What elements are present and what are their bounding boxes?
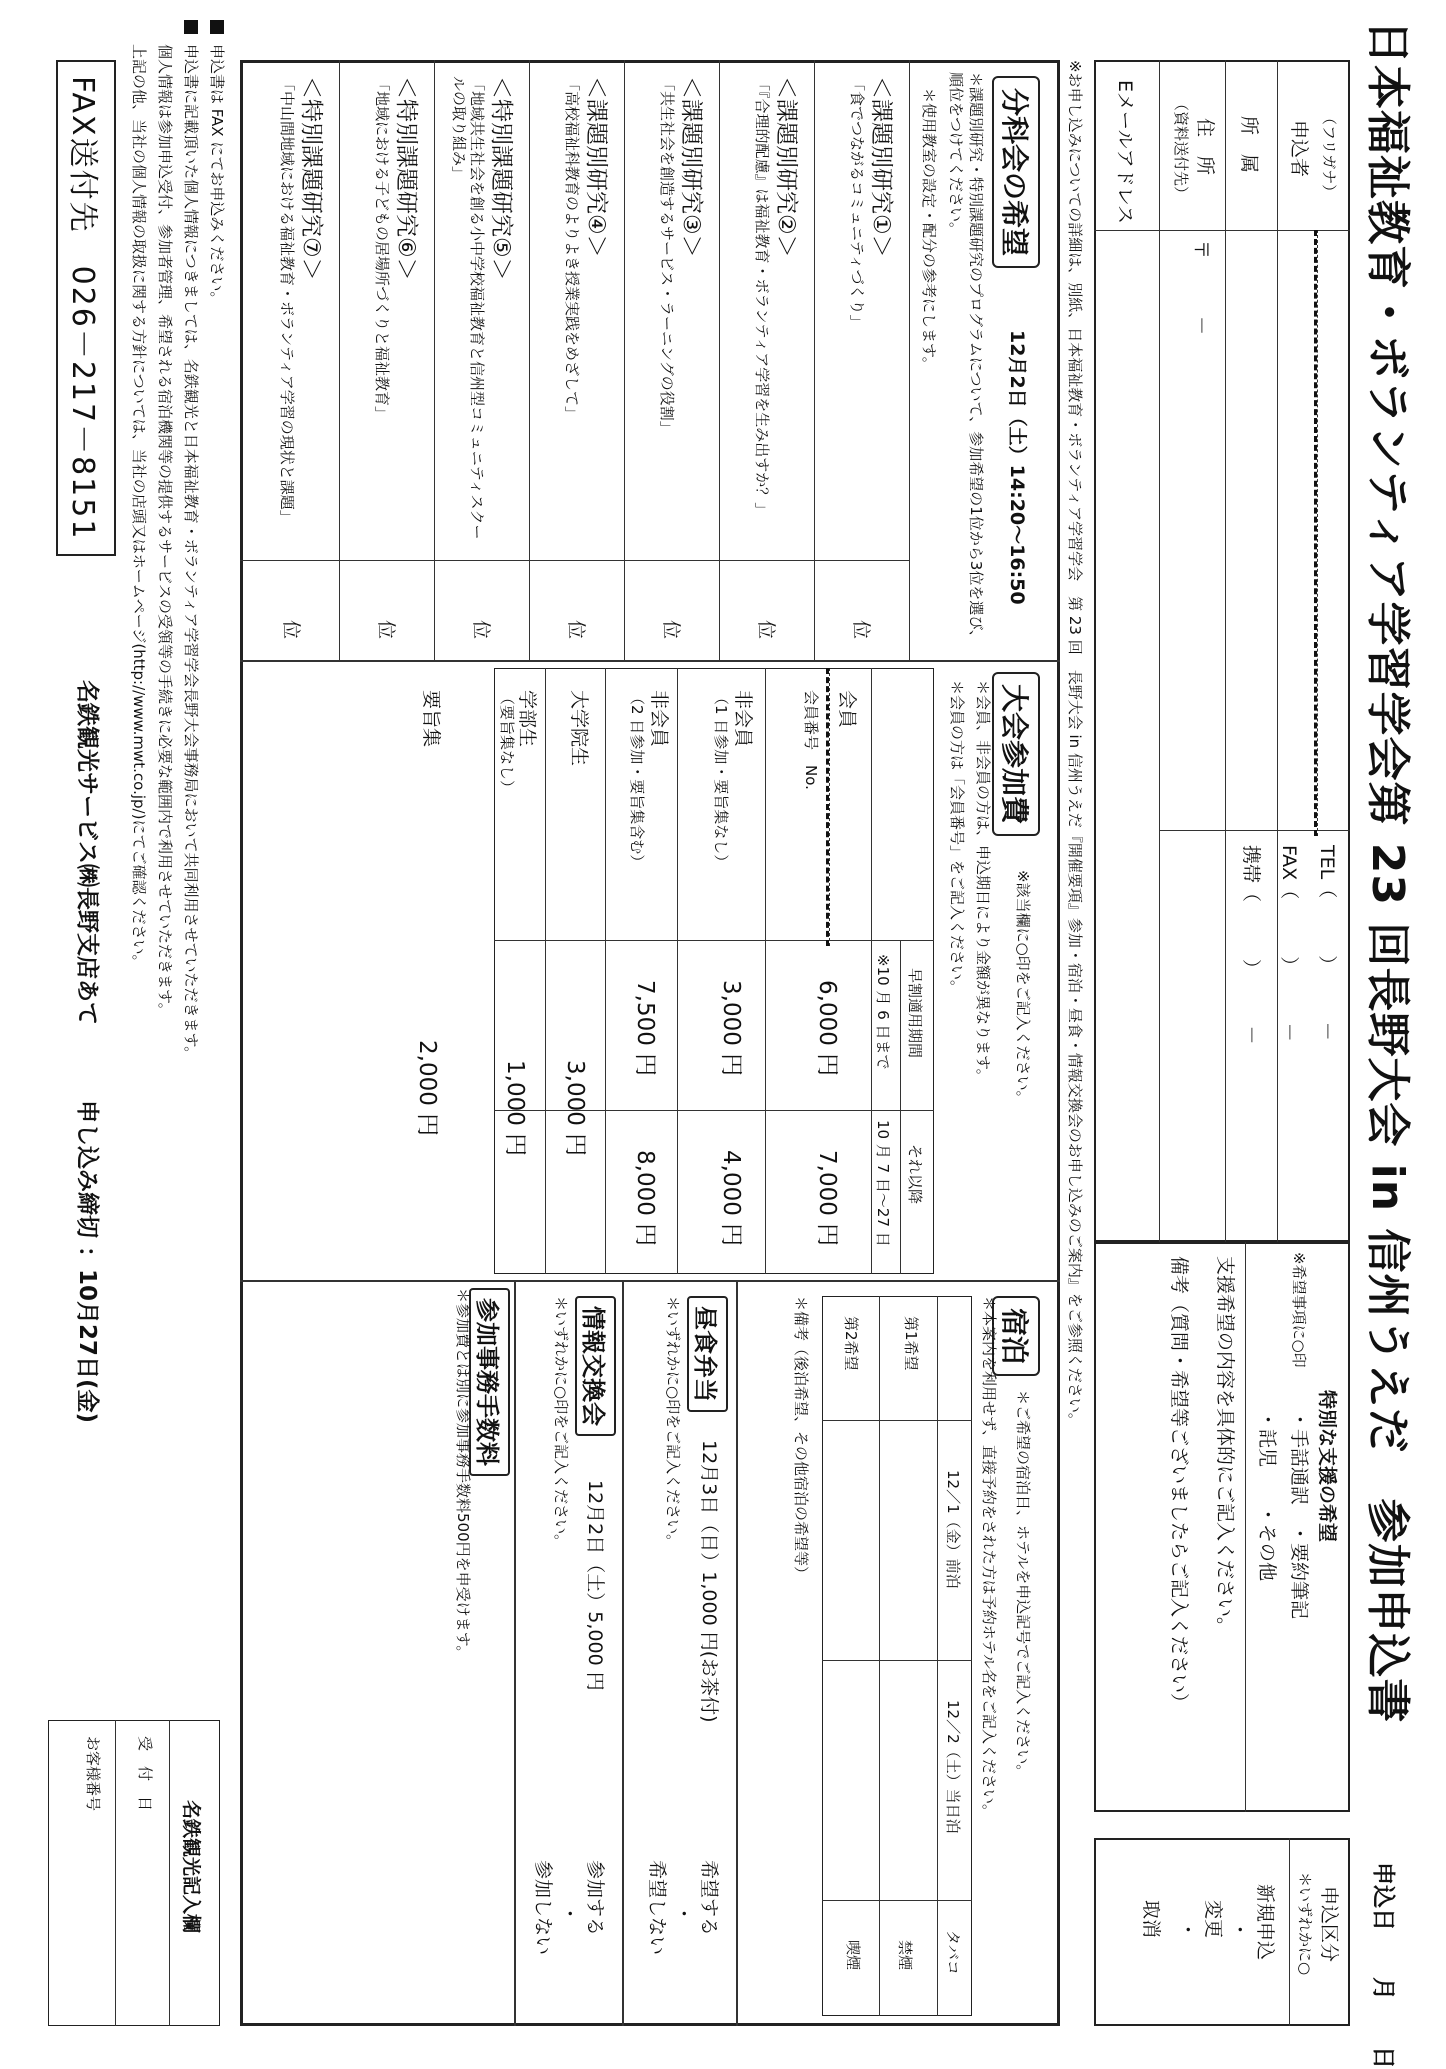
fee-late-period: 10 月 7 日～27 日 xyxy=(874,1120,892,1247)
category-cancel[interactable]: 取消 xyxy=(1140,1900,1162,1939)
applicant-name-label: 申込者 xyxy=(1288,120,1310,178)
office-title: 名鉄観光記入欄 xyxy=(180,1800,202,1934)
applicant-info-box xyxy=(1094,60,1350,1242)
category-dot-1: ・ xyxy=(1228,1920,1250,1940)
fee-nonmember2-label: 非会員 xyxy=(648,690,670,748)
fax-field[interactable]: FAX（ ） － xyxy=(1278,845,1300,1042)
session-subtitle: 「『合理的配慮』は福祉教育・ボランティア学習を生み出すか？」 xyxy=(753,76,771,518)
lodging-note: ＊ご希望の宿泊日、ホテルを申込記号でご記入ください。 xyxy=(1014,1390,1032,1780)
session-rank-field[interactable]: 位 xyxy=(755,620,777,640)
fee-member-number[interactable]: 会員番号 No. xyxy=(802,690,820,790)
fee-grad[interactable]: 3,000 円 xyxy=(562,1060,588,1157)
fee-abstract[interactable]: 2,000 円 xyxy=(414,1040,440,1137)
category-change[interactable]: 変更 xyxy=(1202,1900,1224,1939)
exchange-yes[interactable]: 参加する xyxy=(584,1860,606,1937)
affiliation-label: 所 属 xyxy=(1238,116,1260,174)
session-rank-field[interactable]: 位 xyxy=(470,620,492,640)
fee-early-period: ※10 月 6 日まで xyxy=(874,954,892,1070)
fee-nonmember1-sub: （1 日参加・要旨集なし） xyxy=(712,690,730,870)
support-title: 特別な支援の希望 xyxy=(1316,1390,1338,1543)
support-options-row2[interactable]: ・託児 ・その他 xyxy=(1256,1410,1278,1582)
fees-note-0: ※該当欄に○印をご記入ください。 xyxy=(1014,870,1032,1106)
fee-non1-late[interactable]: 4,000 円 xyxy=(718,1150,744,1247)
footer-line-3: 個人情報は参加申込受付、参加者管理、希望される宿泊機関等の提供するサービスの受領等の手続きに必要な範囲内で利用させていただきます。 xyxy=(156,44,174,1018)
lodging-night-2: 12／2（土）当日泊 xyxy=(944,1700,962,1834)
lunch-no[interactable]: 希望しない xyxy=(646,1860,668,1956)
session-rank-field[interactable]: 位 xyxy=(660,620,682,640)
footer-line-2: 申込書に記載頂いた個人情報につきましては、名鉄観光と日本福祉教育・ボランティア学習学会長野大会事務局において共同利用させていただきます。 xyxy=(182,44,200,1062)
category-dot-2: ・ xyxy=(1176,1920,1198,1940)
session-name: ＜特別課題研究⑦＞ xyxy=(298,76,324,281)
lunch-title: 昼食弁当 xyxy=(687,1296,728,1412)
lunch-dot: ・ xyxy=(672,1904,694,1924)
exchange-no[interactable]: 参加しない xyxy=(532,1860,554,1956)
handling-fee-note: ＊参加費とは別に参加事務手数料500円を申受けます。 xyxy=(454,1288,472,1661)
mobile-field[interactable]: 携帯（ ） － xyxy=(1240,845,1262,1045)
address-label: 住 所 xyxy=(1194,118,1216,176)
support-detail: 支援希望の内容を具体的にご記入ください。 xyxy=(1214,1256,1236,1637)
lodging-night-1: 12／1（金）前泊 xyxy=(944,1470,962,1589)
fee-nonmember1-label: 非会員 xyxy=(732,690,754,748)
sessions-note-1: ＊課題別研究・特別課題研究のプログラムについて、参加希望の1位から3位を選び、順位をつけてください。 xyxy=(947,72,985,645)
session-name: ＜特別課題研究⑤＞ xyxy=(488,76,514,281)
fee-non2-early[interactable]: 7,500 円 xyxy=(632,980,658,1077)
session-subtitle: 「地域共生社会を創る小中学校福祉教育と信州型コミュニティスクールの取り組み」 xyxy=(450,76,486,540)
fee-undergrad[interactable]: 1,000 円 xyxy=(502,1060,528,1157)
fees-note-1: ＊会員、非会員の方は、申込期日により金額が異なります。 xyxy=(974,680,992,1084)
session-rank-field[interactable]: 位 xyxy=(850,620,872,640)
agency-name: 名鉄観光サービス㈱長野支店あて xyxy=(74,680,100,1025)
footer-line-4: 上記の他、当社の個人情報の取扱に関する方針については、当社の店頭又はホームページ(http://www.mwt.co.jp/)にてご確認ください。 xyxy=(130,44,148,970)
application-date: 申込日 月 日 xyxy=(1370,1862,1396,2069)
session-rank-field[interactable]: 位 xyxy=(375,620,397,640)
sessions-note-2: ＊使用教室の設定・配分の参考にします。 xyxy=(920,88,938,372)
lodging-tobacco: タバコ xyxy=(944,1930,962,1975)
lodging-smoking[interactable]: 喫煙 xyxy=(844,1940,862,1971)
general-notice: ※お申し込みについての詳細は、別紙、日本福祉教育・ボランティア学習学会 第 23 回 長野大会 in 信州うえだ『開催要項』参加・宿泊・昼食・情報交換会のお申し込みのご案内』をご参照ください。 xyxy=(1066,60,1084,1428)
bullet-icon xyxy=(210,20,224,34)
fees-title: 大会参加費 xyxy=(992,672,1040,836)
session-subtitle: 「地域における子どもの居場所づくりと福祉教育」 xyxy=(373,76,391,422)
session-name: ＜課題別研究①＞ xyxy=(868,76,894,258)
fee-undergrad-sub: （要旨集なし） xyxy=(498,690,516,796)
lodging-note-2: ＊本案内を利用せず、直接予約をされた方は予約ホテル名をご記入ください。 xyxy=(980,1296,998,1820)
category-new[interactable]: 新規申込 xyxy=(1254,1884,1276,1961)
lodging-choice-2: 第2希望 xyxy=(842,1316,860,1371)
support-remarks: 備考（質問・希望等ございましたらご記入ください） xyxy=(1168,1256,1190,1713)
fee-grad-label: 大学院生 xyxy=(568,690,590,767)
session-subtitle: 「食でつながるコミュニティづくり」 xyxy=(848,76,866,330)
session-subtitle: 「共生社会を創造するサービス・ラーニングの役割」 xyxy=(658,76,676,436)
category-label: 申込区分 xyxy=(1318,1886,1340,1963)
bullet-icon xyxy=(184,20,198,34)
form-title: 日本福祉教育・ボランティア学習学会第 23 回長野大会 in 信州うえだ 参加申込書 xyxy=(1362,20,1413,1724)
exchange-note: ＊いずれかに○印をご記入ください。 xyxy=(552,1296,570,1550)
lodging-choice-1: 第1希望 xyxy=(902,1316,920,1371)
sessions-title: 分科会の希望 xyxy=(992,76,1040,268)
session-name: ＜課題別研究④＞ xyxy=(583,76,609,258)
fee-non2-late[interactable]: 8,000 円 xyxy=(632,1150,658,1247)
support-options-note: ※希望事項に○印 xyxy=(1290,1252,1308,1368)
lunch-note: ＊いずれかに○印をご記入ください。 xyxy=(664,1296,682,1550)
lunch-datetime: 12月3日（日）1,000 円(お茶付) xyxy=(698,1440,720,1723)
session-name: ＜課題別研究②＞ xyxy=(773,76,799,258)
postal-code-field[interactable]: 〒 － xyxy=(1190,240,1212,336)
session-rank-field[interactable]: 位 xyxy=(280,620,302,640)
fees-note-2: ＊会員の方は「会員番号」をご記入ください。 xyxy=(948,680,966,996)
office-received: 受 付 日 xyxy=(136,1736,154,1812)
fee-late-label: それ以降 xyxy=(906,1144,924,1205)
category-note: ＊いずれかに○ xyxy=(1296,1872,1314,1976)
footer-line-1: 申込書は FAX にてお申込みください。 xyxy=(208,44,226,307)
lodging-table xyxy=(822,1296,972,2016)
email-label: Eメールアドレス xyxy=(1114,80,1136,225)
session-name: ＜課題別研究③＞ xyxy=(678,76,704,258)
lodging-title: 宿泊 xyxy=(992,1296,1040,1376)
fee-non1-early[interactable]: 3,000 円 xyxy=(718,980,744,1077)
fee-undergrad-label: 学部生 xyxy=(516,690,538,748)
address-sub-label: （資料送付先） xyxy=(1172,96,1190,202)
furigana-label: （フリガナ） xyxy=(1320,110,1338,200)
deadline: 申し込み締切 ：10月27日(金) xyxy=(74,1100,100,1424)
fax-number: FAX送付先 026－217－8151 xyxy=(56,60,116,556)
tel-field[interactable]: TEL（ ） － xyxy=(1316,845,1338,1041)
fee-nonmember2-sub: （2 日参加・要旨集含む） xyxy=(628,690,646,870)
session-subtitle: 「中山間地域における福祉教育・ボランティア学習の現状と課題」 xyxy=(278,76,296,525)
exchange-dot: ・ xyxy=(558,1904,580,1924)
session-subtitle: 「高校福祉科教育のよりよき授業実践をめざして」 xyxy=(563,76,581,422)
exchange-title: 情報交換会 xyxy=(575,1296,616,1436)
fee-member-late[interactable]: 7,000 円 xyxy=(814,1150,840,1247)
lunch-yes[interactable]: 希望する xyxy=(698,1860,720,1937)
handling-fee-title: 参加事務手数料 xyxy=(469,1288,510,1476)
office-customer-no: お客様番号 xyxy=(84,1736,102,1812)
session-rank-field[interactable]: 位 xyxy=(565,620,587,640)
sessions-datetime: 12月2日（土）14:20～16:50 xyxy=(1006,330,1028,605)
fee-abstract-label: 要旨集 xyxy=(420,690,442,748)
session-name: ＜特別課題研究⑥＞ xyxy=(393,76,419,281)
fee-member-label: 会員 xyxy=(836,690,858,729)
fee-early-label: 早割適用期間 xyxy=(906,968,924,1059)
lodging-nonsmoking[interactable]: 禁煙 xyxy=(896,1940,914,1971)
support-options-row1[interactable]: ・手話通訳 ・要約筆記 xyxy=(1288,1410,1310,1620)
fee-member-early[interactable]: 6,000 円 xyxy=(814,980,840,1077)
lodging-remarks: ＊備考（後泊希望、その他宿泊の希望等） xyxy=(792,1296,810,1582)
exchange-datetime: 12月2日（土）5,000 円 xyxy=(584,1480,606,1691)
